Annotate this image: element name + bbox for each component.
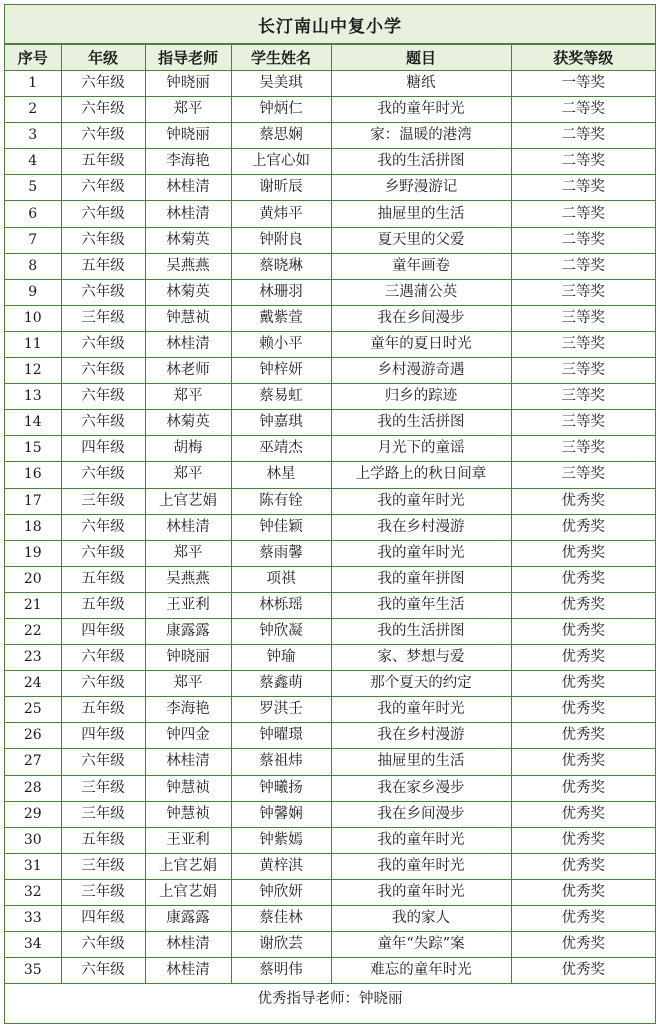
- cell-student: 林栎瑶: [231, 592, 331, 618]
- table-body: [5, 71, 655, 984]
- table-row: [5, 645, 655, 671]
- table-row: [5, 775, 655, 801]
- cell-topic: 我的童年时光: [331, 488, 511, 514]
- cell-topic: 我的生活拼图: [331, 618, 511, 644]
- cell-grade: 三年级: [61, 879, 145, 905]
- cell-award: 优秀奖: [511, 592, 655, 618]
- cell-index: 32: [5, 879, 61, 905]
- cell-topic: 我的童年拼图: [331, 566, 511, 592]
- column-header-index: 序号: [5, 45, 61, 71]
- cell-student: 林星: [231, 462, 331, 488]
- cell-student: 蔡晓琳: [231, 253, 331, 279]
- cell-award: 优秀奖: [511, 723, 655, 749]
- cell-teacher: 林桂清: [145, 514, 231, 540]
- cell-index: 17: [5, 488, 61, 514]
- table-row: [5, 331, 655, 357]
- table-row: [5, 723, 655, 749]
- cell-topic: 我在乡村漫游: [331, 514, 511, 540]
- cell-index: 27: [5, 749, 61, 775]
- cell-teacher: 郑平: [145, 384, 231, 410]
- cell-award: 优秀奖: [511, 827, 655, 853]
- cell-award: 优秀奖: [511, 645, 655, 671]
- cell-index: 9: [5, 279, 61, 305]
- cell-grade: 三年级: [61, 775, 145, 801]
- cell-grade: 六年级: [61, 358, 145, 384]
- table-row: [5, 592, 655, 618]
- cell-grade: 五年级: [61, 697, 145, 723]
- cell-award: 优秀奖: [511, 618, 655, 644]
- cell-teacher: 康露露: [145, 906, 231, 932]
- cell-index: 31: [5, 853, 61, 879]
- cell-grade: 五年级: [61, 827, 145, 853]
- cell-teacher: 胡梅: [145, 436, 231, 462]
- table-row: [5, 958, 655, 984]
- cell-topic: 我的童年时光: [331, 540, 511, 566]
- cell-award: 二等奖: [511, 149, 655, 175]
- table-row: [5, 253, 655, 279]
- cell-teacher: 李海艳: [145, 149, 231, 175]
- cell-award: 优秀奖: [511, 514, 655, 540]
- cell-teacher: 王亚利: [145, 592, 231, 618]
- table-row: [5, 566, 655, 592]
- cell-teacher: 林菊英: [145, 227, 231, 253]
- cell-student: 钟紫嫣: [231, 827, 331, 853]
- cell-teacher: 钟四金: [145, 723, 231, 749]
- cell-student: 蔡祖炜: [231, 749, 331, 775]
- table-row: [5, 462, 655, 488]
- cell-topic: 我在家乡漫步: [331, 775, 511, 801]
- cell-topic: 夏天里的父爱: [331, 227, 511, 253]
- cell-award: 优秀奖: [511, 906, 655, 932]
- table-row: [5, 853, 655, 879]
- cell-award: 二等奖: [511, 175, 655, 201]
- table-row: [5, 97, 655, 123]
- cell-student: 蔡明伟: [231, 958, 331, 984]
- cell-award: 三等奖: [511, 384, 655, 410]
- table-row: [5, 305, 655, 331]
- cell-index: 26: [5, 723, 61, 749]
- cell-teacher: 郑平: [145, 671, 231, 697]
- cell-student: 陈有铨: [231, 488, 331, 514]
- cell-index: 5: [5, 175, 61, 201]
- header-row: [5, 45, 655, 71]
- cell-award: 三等奖: [511, 462, 655, 488]
- cell-grade: 三年级: [61, 488, 145, 514]
- award-table: [5, 44, 655, 984]
- cell-student: 蔡雨馨: [231, 540, 331, 566]
- cell-topic: 我在乡村漫游: [331, 723, 511, 749]
- cell-award: 三等奖: [511, 331, 655, 357]
- cell-teacher: 上官艺娟: [145, 488, 231, 514]
- cell-grade: 五年级: [61, 566, 145, 592]
- column-header-teacher: 指导老师: [145, 45, 231, 71]
- cell-index: 28: [5, 775, 61, 801]
- cell-index: 10: [5, 305, 61, 331]
- cell-index: 11: [5, 331, 61, 357]
- cell-topic: 那个夏天的约定: [331, 671, 511, 697]
- cell-index: 3: [5, 123, 61, 149]
- cell-student: 黄炜平: [231, 201, 331, 227]
- cell-award: 优秀奖: [511, 853, 655, 879]
- cell-teacher: 郑平: [145, 462, 231, 488]
- cell-grade: 六年级: [61, 514, 145, 540]
- cell-award: 三等奖: [511, 279, 655, 305]
- cell-award: 三等奖: [511, 305, 655, 331]
- cell-grade: 四年级: [61, 723, 145, 749]
- table-row: [5, 801, 655, 827]
- cell-award: 二等奖: [511, 97, 655, 123]
- cell-teacher: 钟晓丽: [145, 123, 231, 149]
- cell-student: 钟曦扬: [231, 775, 331, 801]
- cell-grade: 六年级: [61, 384, 145, 410]
- cell-topic: 童年画卷: [331, 253, 511, 279]
- cell-teacher: 林菊英: [145, 279, 231, 305]
- cell-index: 19: [5, 540, 61, 566]
- cell-index: 4: [5, 149, 61, 175]
- cell-topic: 我在乡间漫步: [331, 305, 511, 331]
- table-row: [5, 201, 655, 227]
- cell-student: 项祺: [231, 566, 331, 592]
- cell-index: 34: [5, 932, 61, 958]
- cell-award: 优秀奖: [511, 932, 655, 958]
- cell-teacher: 康露露: [145, 618, 231, 644]
- table-row: [5, 488, 655, 514]
- table-row: [5, 932, 655, 958]
- cell-index: 18: [5, 514, 61, 540]
- table-row: [5, 71, 655, 97]
- cell-award: 三等奖: [511, 358, 655, 384]
- cell-index: 12: [5, 358, 61, 384]
- cell-index: 14: [5, 410, 61, 436]
- cell-teacher: 林桂清: [145, 175, 231, 201]
- cell-topic: 上学路上的秋日间章: [331, 462, 511, 488]
- cell-award: 优秀奖: [511, 488, 655, 514]
- cell-award: 三等奖: [511, 436, 655, 462]
- cell-student: 吴美琪: [231, 71, 331, 97]
- cell-index: 33: [5, 906, 61, 932]
- cell-student: 巫靖杰: [231, 436, 331, 462]
- cell-topic: 乡村漫游奇遇: [331, 358, 511, 384]
- cell-award: 优秀奖: [511, 801, 655, 827]
- cell-topic: 我在乡间漫步: [331, 801, 511, 827]
- cell-topic: 糖纸: [331, 71, 511, 97]
- cell-topic: 抽屉里的生活: [331, 749, 511, 775]
- cell-teacher: 王亚利: [145, 827, 231, 853]
- cell-grade: 六年级: [61, 958, 145, 984]
- cell-award: 优秀奖: [511, 958, 655, 984]
- cell-topic: 我的童年时光: [331, 97, 511, 123]
- cell-topic: 家：温暖的港湾: [331, 123, 511, 149]
- cell-topic: 我的童年时光: [331, 853, 511, 879]
- cell-award: 优秀奖: [511, 879, 655, 905]
- cell-grade: 六年级: [61, 123, 145, 149]
- cell-topic: 我的童年生活: [331, 592, 511, 618]
- cell-grade: 六年级: [61, 671, 145, 697]
- table-header: [5, 45, 655, 71]
- cell-index: 2: [5, 97, 61, 123]
- cell-index: 30: [5, 827, 61, 853]
- cell-student: 钟炳仁: [231, 97, 331, 123]
- cell-award: 优秀奖: [511, 566, 655, 592]
- cell-award: 优秀奖: [511, 540, 655, 566]
- table-row: [5, 879, 655, 905]
- cell-index: 6: [5, 201, 61, 227]
- cell-teacher: 郑平: [145, 540, 231, 566]
- table-row: [5, 227, 655, 253]
- table-row: [5, 697, 655, 723]
- cell-award: 二等奖: [511, 253, 655, 279]
- cell-student: 钟嘉琪: [231, 410, 331, 436]
- award-sheet: [4, 4, 656, 1024]
- table-row: [5, 827, 655, 853]
- cell-student: 蔡鑫萌: [231, 671, 331, 697]
- cell-teacher: 李海艳: [145, 697, 231, 723]
- cell-student: 林珊羽: [231, 279, 331, 305]
- cell-index: 20: [5, 566, 61, 592]
- cell-topic: 乡野漫游记: [331, 175, 511, 201]
- cell-grade: 五年级: [61, 592, 145, 618]
- cell-student: 钟欣凝: [231, 618, 331, 644]
- column-header-grade: 年级: [61, 45, 145, 71]
- cell-award: 优秀奖: [511, 671, 655, 697]
- cell-award: 二等奖: [511, 227, 655, 253]
- cell-topic: 抽屉里的生活: [331, 201, 511, 227]
- cell-teacher: 吴燕燕: [145, 566, 231, 592]
- cell-grade: 六年级: [61, 462, 145, 488]
- cell-student: 钟曜璟: [231, 723, 331, 749]
- cell-index: 21: [5, 592, 61, 618]
- cell-teacher: 钟晓丽: [145, 71, 231, 97]
- cell-teacher: 上官艺娟: [145, 853, 231, 879]
- footer-note: 优秀指导老师：钟晓丽: [5, 984, 655, 1011]
- cell-award: 优秀奖: [511, 775, 655, 801]
- cell-grade: 六年级: [61, 932, 145, 958]
- cell-grade: 六年级: [61, 331, 145, 357]
- cell-index: 7: [5, 227, 61, 253]
- table-row: [5, 671, 655, 697]
- cell-topic: 难忘的童年时光: [331, 958, 511, 984]
- cell-grade: 六年级: [61, 540, 145, 566]
- table-row: [5, 123, 655, 149]
- cell-student: 罗淇壬: [231, 697, 331, 723]
- cell-index: 16: [5, 462, 61, 488]
- cell-award: 二等奖: [511, 201, 655, 227]
- cell-award: 一等奖: [511, 71, 655, 97]
- cell-index: 25: [5, 697, 61, 723]
- cell-teacher: 钟慧祯: [145, 775, 231, 801]
- cell-topic: 三遇蒲公英: [331, 279, 511, 305]
- sheet-title: 长汀南山中复小学: [5, 5, 655, 44]
- cell-grade: 六年级: [61, 279, 145, 305]
- cell-teacher: 吴燕燕: [145, 253, 231, 279]
- cell-teacher: 林桂清: [145, 932, 231, 958]
- cell-topic: 童年的夏日时光: [331, 331, 511, 357]
- cell-grade: 六年级: [61, 71, 145, 97]
- cell-index: 24: [5, 671, 61, 697]
- cell-topic: 童年“失踪”案: [331, 932, 511, 958]
- cell-teacher: 林老师: [145, 358, 231, 384]
- cell-index: 13: [5, 384, 61, 410]
- cell-student: 钟梓妍: [231, 358, 331, 384]
- column-header-student: 学生姓名: [231, 45, 331, 71]
- cell-student: 赖小平: [231, 331, 331, 357]
- cell-grade: 四年级: [61, 436, 145, 462]
- cell-index: 23: [5, 645, 61, 671]
- cell-topic: 我的家人: [331, 906, 511, 932]
- cell-teacher: 钟慧祯: [145, 801, 231, 827]
- cell-topic: 家、梦想与爱: [331, 645, 511, 671]
- table-row: [5, 906, 655, 932]
- cell-student: 蔡易虹: [231, 384, 331, 410]
- cell-award: 三等奖: [511, 410, 655, 436]
- cell-index: 1: [5, 71, 61, 97]
- cell-grade: 六年级: [61, 749, 145, 775]
- table-row: [5, 410, 655, 436]
- cell-teacher: 林桂清: [145, 749, 231, 775]
- cell-teacher: 林桂清: [145, 958, 231, 984]
- cell-student: 戴紫萱: [231, 305, 331, 331]
- cell-index: 35: [5, 958, 61, 984]
- column-header-award: 获奖等级: [511, 45, 655, 71]
- cell-grade: 六年级: [61, 97, 145, 123]
- cell-grade: 五年级: [61, 253, 145, 279]
- table-row: [5, 749, 655, 775]
- cell-student: 钟佳颖: [231, 514, 331, 540]
- cell-topic: 我的童年时光: [331, 697, 511, 723]
- cell-topic: 我的生活拼图: [331, 410, 511, 436]
- table-row: [5, 436, 655, 462]
- cell-grade: 六年级: [61, 201, 145, 227]
- column-header-topic: 题目: [331, 45, 511, 71]
- cell-grade: 六年级: [61, 227, 145, 253]
- table-row: [5, 175, 655, 201]
- cell-grade: 六年级: [61, 645, 145, 671]
- cell-teacher: 林桂清: [145, 331, 231, 357]
- cell-index: 22: [5, 618, 61, 644]
- cell-student: 钟附良: [231, 227, 331, 253]
- table-row: [5, 384, 655, 410]
- table-row: [5, 358, 655, 384]
- cell-grade: 五年级: [61, 149, 145, 175]
- cell-index: 8: [5, 253, 61, 279]
- cell-student: 谢欣芸: [231, 932, 331, 958]
- cell-topic: 我的童年时光: [331, 827, 511, 853]
- cell-student: 蔡思娴: [231, 123, 331, 149]
- cell-topic: 我的童年时光: [331, 879, 511, 905]
- cell-award: 优秀奖: [511, 749, 655, 775]
- cell-teacher: 钟晓丽: [145, 645, 231, 671]
- cell-grade: 六年级: [61, 410, 145, 436]
- cell-award: 优秀奖: [511, 697, 655, 723]
- cell-index: 15: [5, 436, 61, 462]
- cell-teacher: 钟慧祯: [145, 305, 231, 331]
- cell-teacher: 上官艺娟: [145, 879, 231, 905]
- cell-grade: 六年级: [61, 175, 145, 201]
- cell-teacher: 林菊英: [145, 410, 231, 436]
- cell-grade: 三年级: [61, 853, 145, 879]
- cell-grade: 四年级: [61, 906, 145, 932]
- table-row: [5, 618, 655, 644]
- cell-grade: 三年级: [61, 801, 145, 827]
- table-row: [5, 149, 655, 175]
- cell-student: 钟馨娴: [231, 801, 331, 827]
- cell-index: 29: [5, 801, 61, 827]
- cell-student: 蔡佳林: [231, 906, 331, 932]
- cell-topic: 我的生活拼图: [331, 149, 511, 175]
- cell-teacher: 林桂清: [145, 201, 231, 227]
- table-row: [5, 279, 655, 305]
- table-row: [5, 540, 655, 566]
- cell-student: 黄梓淇: [231, 853, 331, 879]
- cell-topic: 归乡的踪迹: [331, 384, 511, 410]
- cell-student: 钟瑜: [231, 645, 331, 671]
- cell-student: 谢昕辰: [231, 175, 331, 201]
- cell-student: 上官心如: [231, 149, 331, 175]
- cell-topic: 月光下的童谣: [331, 436, 511, 462]
- cell-grade: 三年级: [61, 305, 145, 331]
- cell-student: 钟欣妍: [231, 879, 331, 905]
- cell-teacher: 郑平: [145, 97, 231, 123]
- cell-grade: 四年级: [61, 618, 145, 644]
- table-row: [5, 514, 655, 540]
- cell-award: 二等奖: [511, 123, 655, 149]
